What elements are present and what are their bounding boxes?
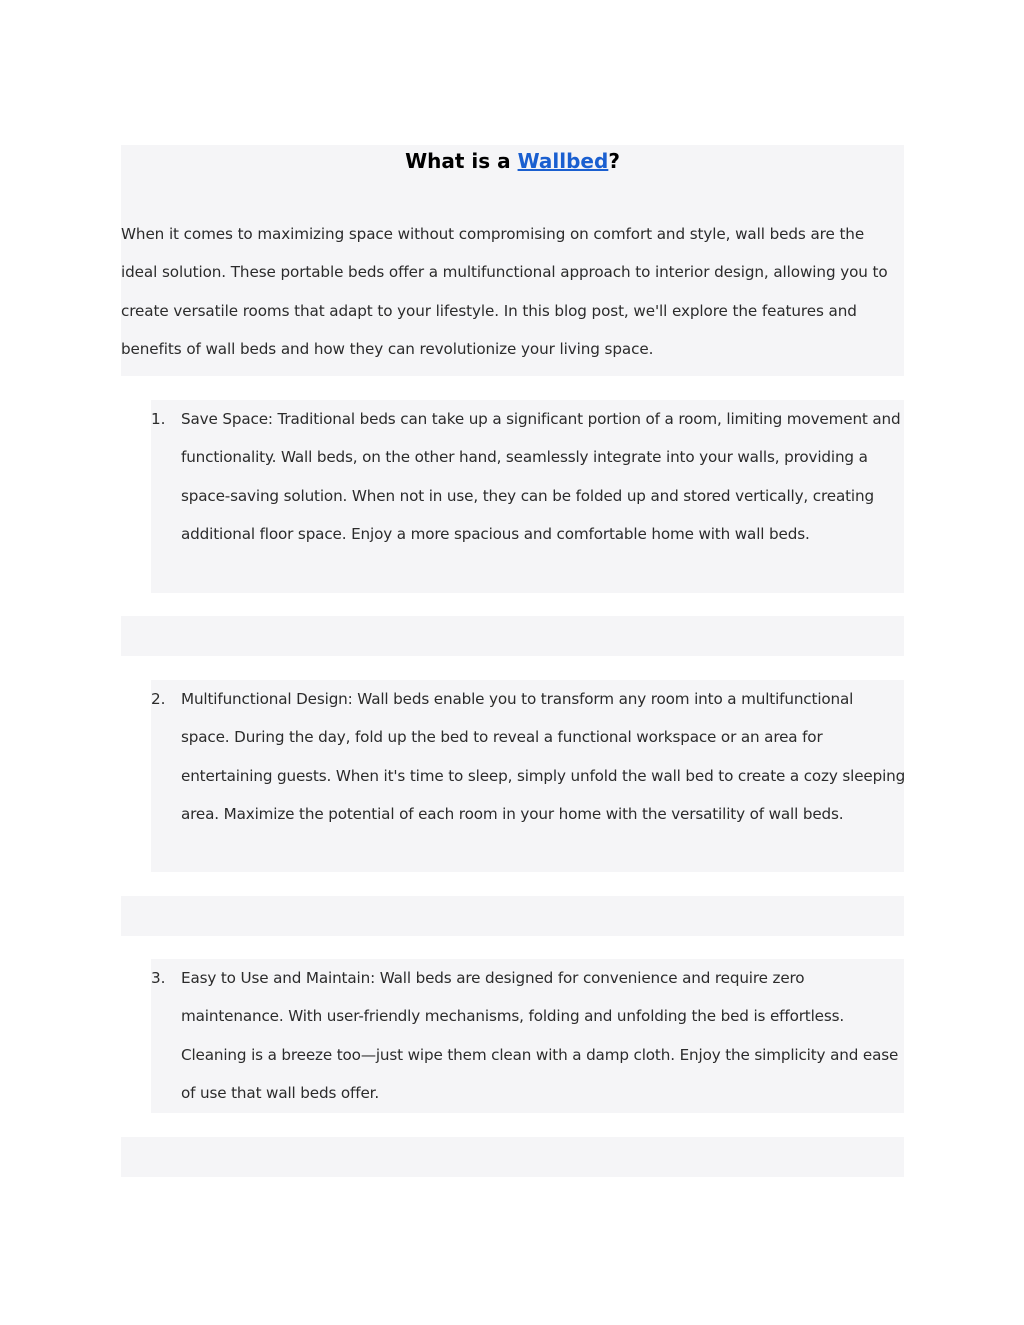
spacer-block [121, 616, 904, 656]
list-item-text: Multifunctional Design: Wall beds enable you to transform any room into a multifunctional space. During the day, fold up the bed to reveal a functional workspace or an area for entertaining guests. When it's time to sleep, simply unfold the wall bed to create a cozy sleeping area. Maximize the potential of each room in your home with the versatility of wall beds. [181, 690, 906, 823]
list-item-number: 2. [151, 690, 166, 708]
spacer-block [121, 896, 904, 936]
list-item-number: 1. [151, 410, 166, 428]
wallbed-link[interactable]: Wallbed [517, 149, 609, 173]
list-item-2 [151, 680, 904, 872]
spacer-block [121, 1137, 904, 1177]
list-item-text: Save Space: Traditional beds can take up a significant portion of a room, limiting movement and functionality. Wall beds, on the other hand, seamlessly integrate into your walls, providing a space-saving solution. When not in use, they can be folded up and stored vertically, creating additional floor space. Enjoy a more spacious and comfortable home with wall beds. [181, 410, 901, 543]
title-prefix: What is a [405, 149, 518, 173]
list-item-3 [151, 959, 904, 1113]
list-item-text: Easy to Use and Maintain: Wall beds are designed for convenience and require zero maintenance. With user-friendly mechanisms, folding and unfolding the bed is effortless. Cleaning is a breeze too—just wipe them clean with a damp cloth. Enjoy the simplicity and ease of use that wall beds offer. [181, 969, 899, 1102]
page-title [121, 145, 904, 177]
list-item-1 [151, 400, 904, 593]
list-item-number: 3. [151, 969, 166, 987]
title-suffix: ? [608, 149, 620, 173]
intro-paragraph: When it comes to maximizing space without compromising on comfort and style, wall beds are the ideal solution. These portable beds offer a multifunctional approach to interior design, allowing you to create versatile rooms that adapt to your lifestyle. In this blog post, we'll explore the features and benefits of wall beds and how they can revolutionize your living space. [121, 225, 888, 358]
title-section [121, 145, 904, 376]
